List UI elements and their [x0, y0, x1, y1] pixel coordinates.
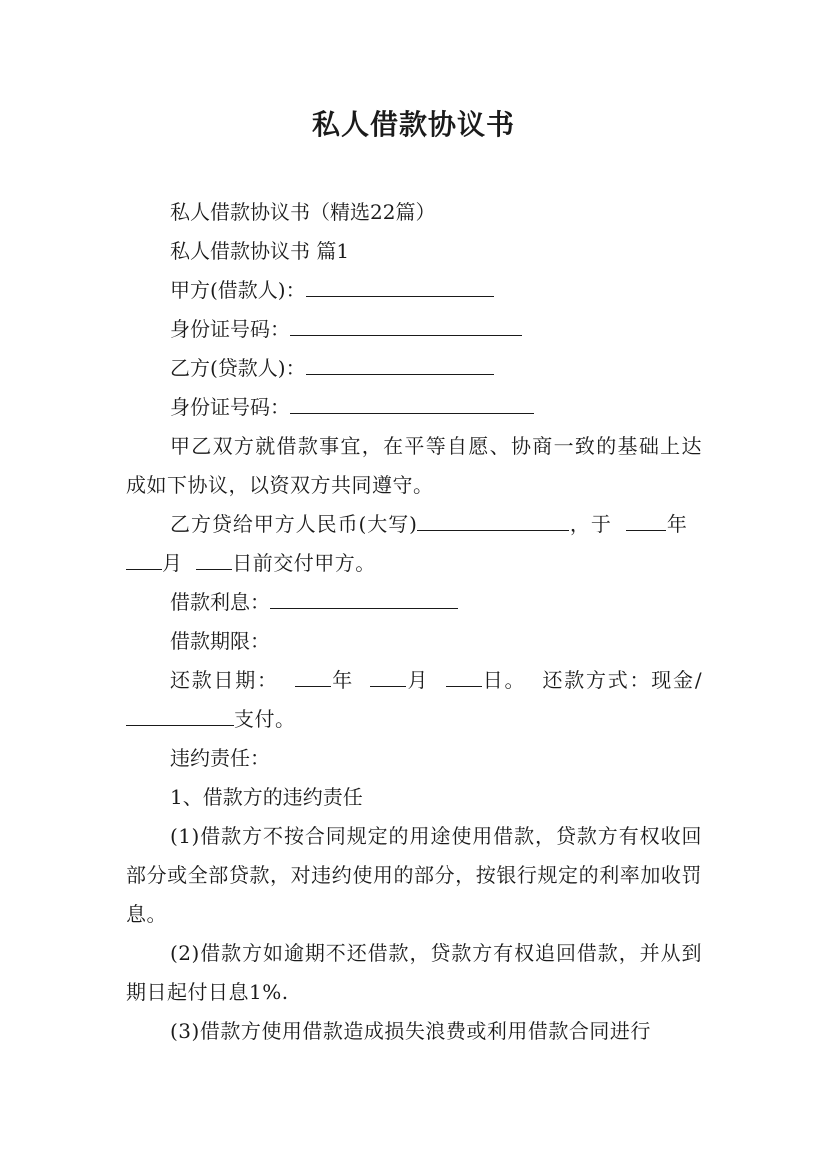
- id-a-label: 身份证号码：: [170, 317, 290, 341]
- party-a-line: [126, 271, 702, 310]
- repay-month-blank: [370, 666, 406, 687]
- party-b-blank: [306, 354, 494, 375]
- party-b-label: 乙方(贷款人)：: [170, 356, 306, 380]
- repay-pay-text: 支付。: [234, 707, 296, 731]
- repay-day-blank: [446, 666, 482, 687]
- repay-method-blank: [126, 705, 234, 726]
- agreement-paragraph: 甲乙双方就借款事宜，在平等自愿、协商一致的基础上达成如下协议，以资双方共同遵守。: [126, 434, 702, 497]
- id-b-line: [126, 388, 702, 427]
- id-a-blank: [290, 315, 522, 336]
- clause-1: (1)借款方不按合同规定的用途使用借款，贷款方有权收回部分或全部贷款，对违约使用的部分，按银行规定的利率加收罚息。: [126, 824, 702, 926]
- party-b-line: [126, 349, 702, 388]
- repay-paragraph: [126, 661, 702, 739]
- repay-slash: /: [694, 668, 703, 692]
- month-blank: [126, 549, 162, 570]
- breach-heading: 违约责任：: [170, 746, 270, 770]
- repay-day-text: 日。: [481, 668, 527, 692]
- section-heading: 私人借款协议书 篇1: [170, 239, 350, 263]
- document-title: 私人借款协议书: [311, 108, 515, 141]
- loan-amount-mid: ，于: [569, 512, 612, 536]
- repay-month-text: 月: [406, 668, 430, 692]
- repay-year-blank: [295, 666, 331, 687]
- repay-method-label: 还款方式：现金: [542, 668, 695, 692]
- id-b-blank: [290, 393, 534, 414]
- interest-line: [126, 583, 702, 622]
- loan-amount-paragraph: [126, 505, 702, 583]
- interest-blank: [270, 588, 458, 609]
- term-line: 借款期限：: [170, 629, 270, 653]
- repay-date-label: 还款日期：: [170, 668, 279, 692]
- loan-amount-prefix: 乙方贷给甲方人民币(大写): [170, 512, 418, 536]
- clause-2: (2)借款方如逾期不还借款，贷款方有权追回借款，并从到期日起付日息1%.: [126, 941, 702, 1004]
- id-a-line: [126, 310, 702, 349]
- year-text: 年: [666, 512, 688, 536]
- document-body: [126, 193, 702, 1051]
- clause-3: (3)借款方使用借款造成损失浪费或利用借款合同进行: [170, 1019, 651, 1043]
- loan-amount-blank: [417, 510, 569, 531]
- party-a-blank: [306, 276, 494, 297]
- party-a-label: 甲方(借款人)：: [170, 278, 306, 302]
- year-blank: [626, 510, 666, 531]
- interest-label: 借款利息：: [170, 590, 270, 614]
- repay-year-text: 年: [331, 668, 355, 692]
- subtitle-line: 私人借款协议书（精选22篇）: [170, 200, 436, 224]
- day-blank: [196, 549, 232, 570]
- id-b-label: 身份证号码：: [170, 395, 290, 419]
- day-deliver-text: 日前交付甲方。: [232, 551, 376, 575]
- breach-item-1: 1、借款方的违约责任: [170, 785, 363, 809]
- month-text: 月: [162, 551, 183, 575]
